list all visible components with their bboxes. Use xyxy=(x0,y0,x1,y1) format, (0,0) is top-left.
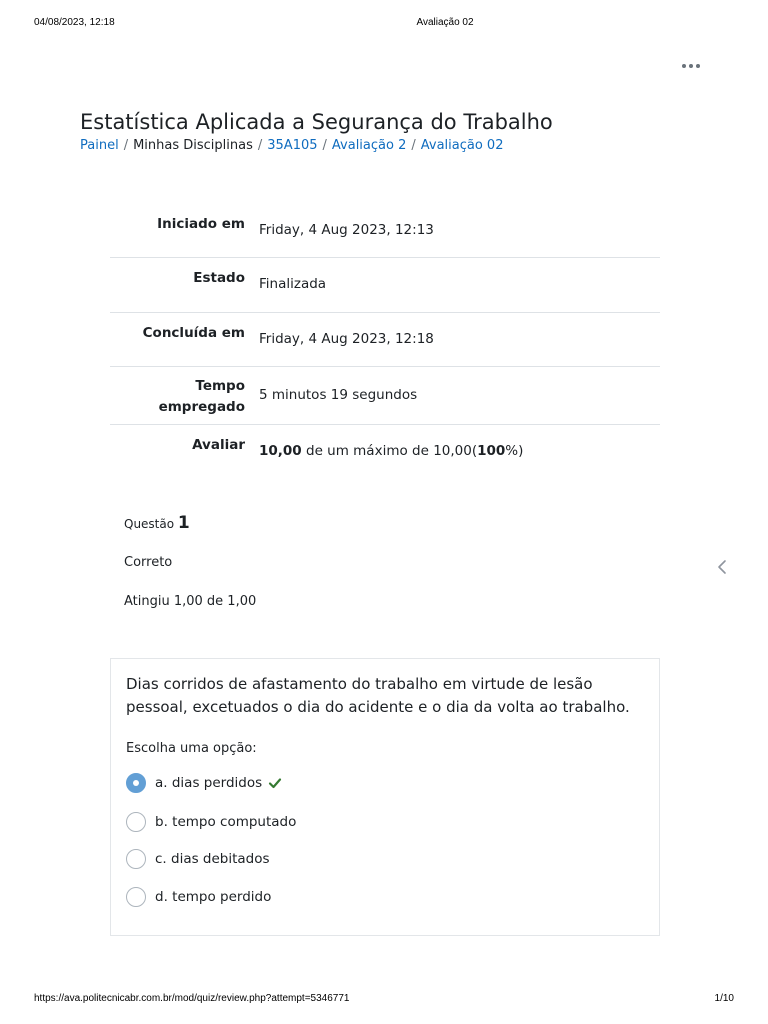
print-date: 04/08/2023, 12:18 xyxy=(34,17,115,28)
answer-option-a[interactable] xyxy=(126,773,282,793)
chevron-left-icon[interactable] xyxy=(715,558,729,576)
started-label: Iniciado em xyxy=(157,216,245,232)
summary-row-completed xyxy=(110,313,660,367)
breadcrumb-painel[interactable]: Painel xyxy=(80,138,119,153)
summary-row-grade xyxy=(110,425,660,481)
radio-b[interactable] xyxy=(126,812,146,832)
breadcrumb-separator: / xyxy=(257,138,263,153)
page-title: Estatística Aplicada a Segurança do Trabalho xyxy=(80,110,553,134)
breadcrumb-separator: / xyxy=(322,138,327,153)
question-number: Questão 1 xyxy=(124,513,190,533)
breadcrumb-separator: / xyxy=(411,138,416,153)
print-pager: 1/10 xyxy=(714,993,734,1004)
answer-label: b. tempo computado xyxy=(155,814,297,830)
question-state: Correto xyxy=(124,555,173,570)
question-mark: Atingiu 1,00 de 1,00 xyxy=(124,594,257,609)
started-value: Friday, 4 Aug 2023, 12:13 xyxy=(259,222,434,238)
summary-row-time xyxy=(110,367,660,425)
grade-value: 10,00 de um máximo de 10,00(100%) xyxy=(259,443,524,459)
breadcrumb-section[interactable]: Avaliação 2 xyxy=(331,138,407,153)
breadcrumb xyxy=(80,138,503,153)
summary-row-state xyxy=(110,258,660,313)
more-options-icon[interactable] xyxy=(682,59,700,73)
answer-label: d. tempo perdido xyxy=(155,889,272,905)
radio-a[interactable] xyxy=(126,773,146,793)
breadcrumb-minhas-disciplinas: Minhas Disciplinas xyxy=(133,138,253,153)
radio-c[interactable] xyxy=(126,849,146,869)
print-footer xyxy=(0,993,768,1007)
answer-option-c[interactable] xyxy=(126,849,270,869)
breadcrumb-course[interactable]: 35A105 xyxy=(267,138,318,153)
time-label: Tempo empregado xyxy=(158,378,245,415)
completed-label: Concluída em xyxy=(142,325,245,341)
state-value: Finalizada xyxy=(259,276,327,292)
breadcrumb-quiz[interactable]: Avaliação 02 xyxy=(420,138,504,153)
answer-option-d[interactable] xyxy=(126,887,271,907)
print-url: https://ava.politecnicabr.com.br/mod/quiz/review.php?attempt=5346771 xyxy=(34,993,350,1004)
state-label: Estado xyxy=(193,270,245,286)
completed-value: Friday, 4 Aug 2023, 12:18 xyxy=(259,331,434,347)
question-content xyxy=(110,658,660,936)
answer-option-b[interactable] xyxy=(126,812,296,832)
attempt-summary xyxy=(110,200,660,481)
answer-label: c. dias debitados xyxy=(155,851,270,867)
answer-label: a. dias perdidos xyxy=(155,775,263,791)
question-text: Dias corridos de afastamento do trabalho em virtude de lesão pessoal, excetuados o dia do acidente e o dia da volta ao trabalho. xyxy=(126,675,630,716)
print-title: Avaliação 02 xyxy=(416,17,474,28)
check-icon xyxy=(268,776,282,790)
answer-prompt: Escolha uma opção: xyxy=(126,741,257,756)
summary-row-started xyxy=(110,200,660,258)
breadcrumb-separator: / xyxy=(123,138,129,153)
grade-label: Avaliar xyxy=(192,437,245,453)
time-value: 5 minutos 19 segundos xyxy=(259,387,418,403)
print-header xyxy=(0,17,768,31)
radio-d[interactable] xyxy=(126,887,146,907)
